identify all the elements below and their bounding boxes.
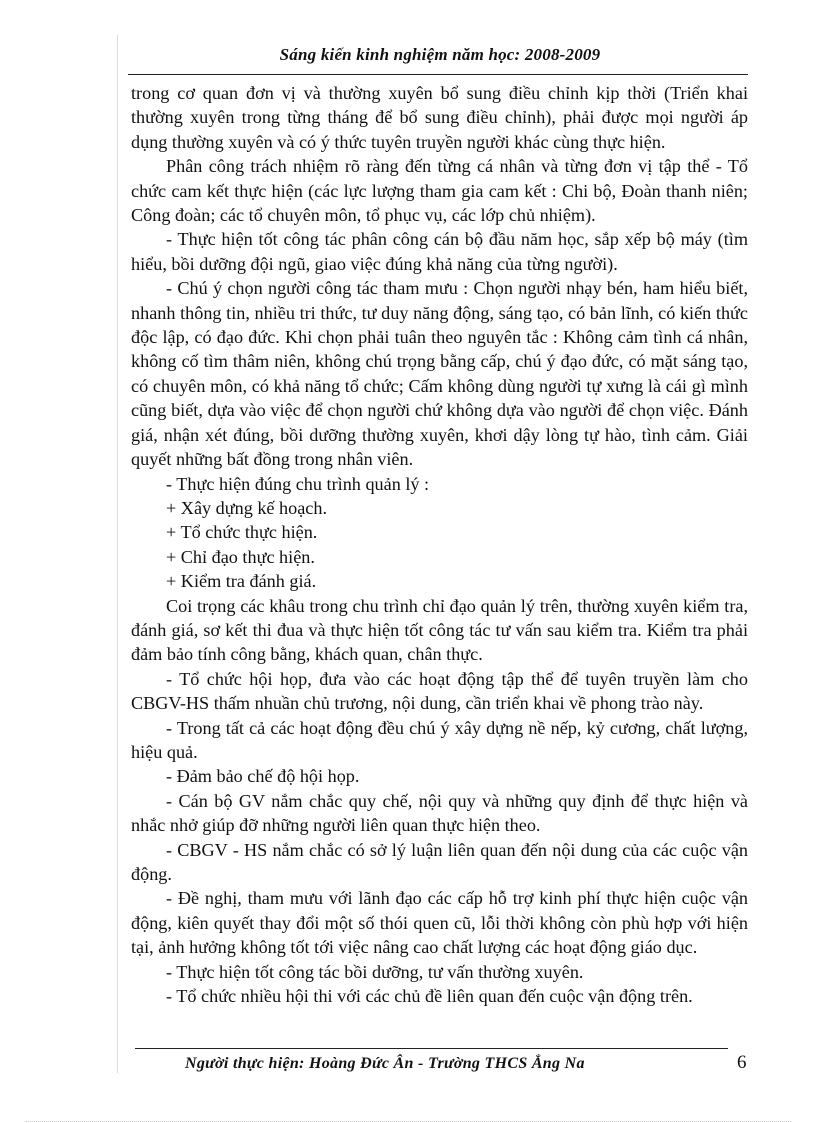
- list-item: + Kiểm tra đánh giá.: [166, 571, 317, 592]
- paragraph: - Thực hiện tốt công tác phân công cán bộ đầu năm học, sắp xếp bộ máy (tìm hiểu, bồi dưỡng đội ngũ, giao việc đúng khả năng của từng người).: [131, 229, 748, 274]
- page-header: Sáng kiến kinh nghiệm năm học: 2008-2009: [279, 45, 601, 64]
- page-number: 6: [737, 1052, 747, 1073]
- footer-divider: [135, 1048, 728, 1049]
- page-footer: Người thực hiện: Hoàng Đức Ân - Trường THCS Ẳng Na: [185, 1055, 585, 1072]
- paragraph: - Thực hiện tốt công tác bồi dưỡng, tư vấn thường xuyên.: [166, 961, 584, 982]
- paragraph: - Chú ý chọn người công tác tham mưu : Chọn người nhạy bén, ham hiểu biết, nhanh thông tin, nhiều tri thức, tư duy năng động, sáng tạo, có bản lĩnh, có kiến thức độc lập, có đạo đức. Khi chọn phải tuân theo nguyên tắc : Không cảm tình cá nhân, không cố tìm thâm niên, không chú trọng bằng cấp, chú ý đạo đức, có mặt sáng tạo, có chuyên môn, có khả năng tổ chức; Cấm không dùng người tự xưng là cái gì mình cũng biết, dựa vào việc để chọn người chứ không dựa vào người để chọn việc. Đánh giá, nhận xét đúng, bồi dưỡng thường xuyên, khơi dậy lòng tự hào, tình cảm. Giải quyết những bất đồng trong nhân viên.: [131, 278, 748, 470]
- paragraph: - Cán bộ GV nắm chắc quy chế, nội quy và những quy định để thực hiện và nhắc nhở giúp đỡ những người liên quan thực hiện theo.: [131, 790, 748, 836]
- list-item: + Chỉ đạo thực hiện.: [166, 546, 315, 567]
- paragraph: - Thực hiện đúng chu trình quản lý :: [166, 473, 430, 494]
- paragraph: - Tổ chức nhiều hội thi với các chủ đề liên quan đến cuộc vận động trên.: [166, 986, 693, 1007]
- paragraph: - Đề nghị, tham mưu với lãnh đạo các cấp hỗ trợ kinh phí thực hiện cuộc vận động, kiên quyết thay đổi một số thói quen cũ, lỗi thời không còn phù hợp với hiện tại, ảnh hưởng không tốt tới việc nâng cao chất lượng các hoạt động giáo dục.: [131, 888, 748, 958]
- paragraph: trong cơ quan đơn vị và thường xuyên bổ sung điều chỉnh kịp thời (Triển khai thường xuyên trong từng tháng để bổ sung điều chỉnh), phải được mọi người áp dụng thường xuyên và có ý thức tuyên truyền người khác cùng thực hiện.: [131, 83, 748, 152]
- paragraph: - CBGV - HS nắm chắc có sở lý luận liên quan đến nội dung của các cuộc vận động.: [131, 839, 748, 884]
- document-body: [131, 81, 748, 1008]
- paragraph: - Trong tất cả các hoạt động đều chú ý xây dựng nề nếp, kỷ cương, chất lượng, hiệu quả.: [131, 717, 748, 762]
- paragraph: - Đảm bảo chế độ hội họp.: [166, 766, 360, 787]
- list-item: + Xây dựng kế hoạch.: [166, 497, 328, 518]
- paragraph: Phân công trách nhiệm rõ ràng đến từng cá nhân và từng đơn vị tập thể - Tổ chức cam kết thực hiện (các lực lượng tham gia cam kết : Chi bộ, Đoàn thanh niên; Công đoàn; các tổ chuyên môn, tổ phục vụ, các lớp chủ nhiệm).: [131, 156, 748, 226]
- bottom-dotted-line: [25, 1121, 791, 1122]
- paragraph: - Tổ chức hội họp, đưa vào các hoạt động tập thể để tuyên truyền làm cho CBGV-HS thấm nhuần chủ trương, nội dung, cần triển khai về phong trào này.: [131, 668, 748, 714]
- list-item: + Tổ chức thực hiện.: [166, 522, 318, 543]
- header-divider: [128, 74, 748, 75]
- paragraph: Coi trọng các khâu trong chu trình chỉ đạo quản lý trên, thường xuyên kiểm tra, đánh giá, sơ kết thi đua và thực hiện tốt công tác tư vấn sau kiểm tra. Kiểm tra phải đảm bảo tính công bằng, khách quan, chân thực.: [131, 595, 748, 665]
